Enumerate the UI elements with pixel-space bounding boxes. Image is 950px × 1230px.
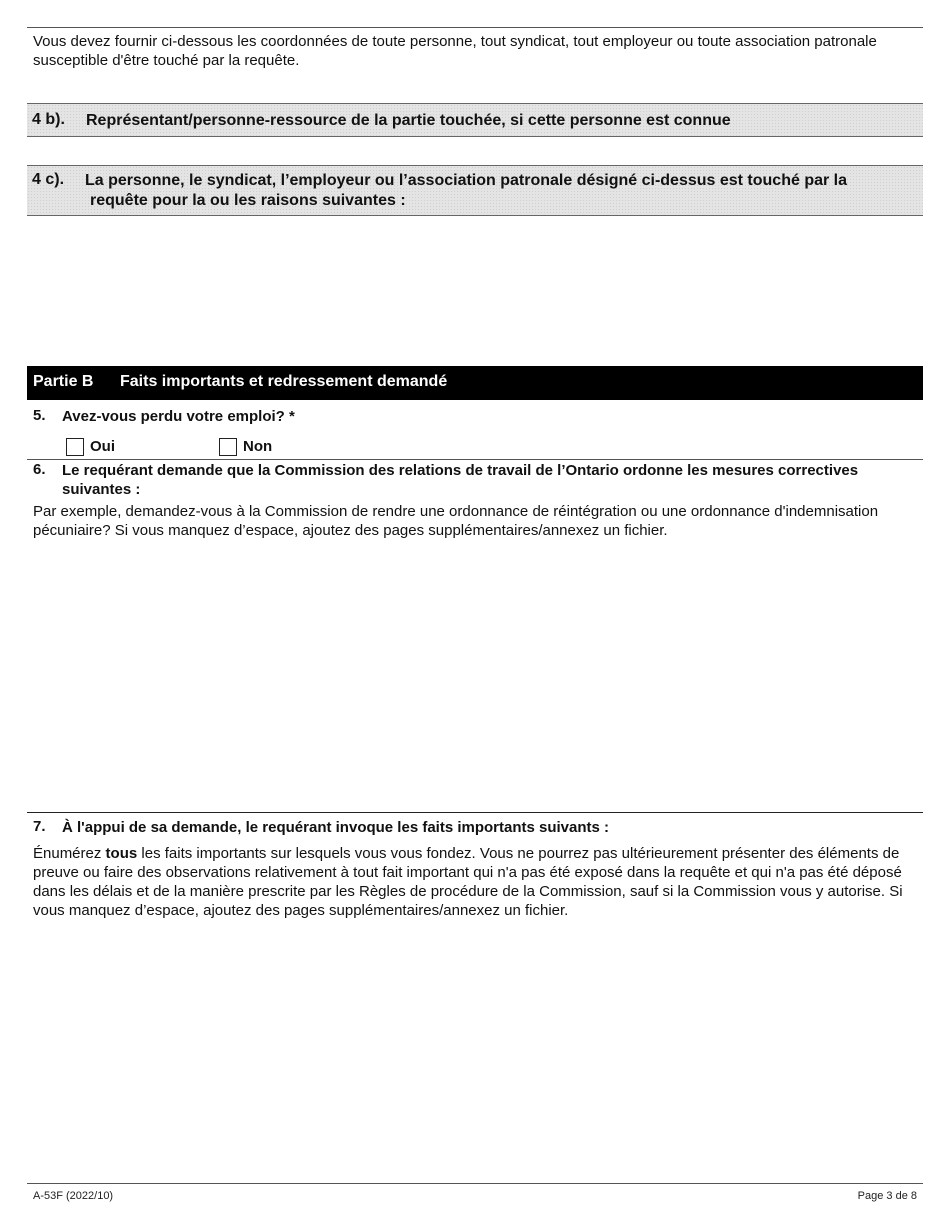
section-4c-header [27, 165, 923, 216]
section-4c-title-line2: requête pour la ou les raisons suivantes : [90, 192, 406, 209]
section-4c-number: 4 c). [32, 171, 65, 188]
no-label: Non [243, 438, 273, 455]
q6-number: 6. [33, 461, 46, 478]
q7-question: À l'appui de sa demande, le requérant invoque les faits importants suivants : [62, 819, 610, 836]
q7-help-bold: tous [105, 845, 138, 862]
section-4b-header [27, 103, 923, 137]
top-rule [27, 27, 923, 28]
section-4b-number: 4 b). [32, 111, 65, 128]
q7-help-post: les faits importants sur lesquels vous vous fondez. Vous ne pourrez pas ultérieurement présenter des éléments de preuve ou faire des observations relativement à tout fait important qui n'a pas été exposé dans la requête et qui n'a pas été déposé dans les délais et de la manière prescrite par les Règles de procédure de la Commission, sauf si la Commission vous y autorise. Si vous manquez d’espace, ajoutez des pages supplémentaires/annexez un fichier. [33, 845, 903, 919]
q6-question: Le requérant demande que la Commission des relations de travail de l’Ontario ordonne les mesures correctives suivantes : [62, 462, 859, 498]
no-checkbox[interactable] [219, 438, 237, 456]
q6-help-text: Par exemple, demandez-vous à la Commission de rendre une ordonnance de réintégration ou une ordonnance d'indemnisation pécuniaire? Si vous manquez d’espace, ajoutez des pages supplémentaires/annexez un fichier. [33, 503, 879, 539]
q5-number: 5. [33, 407, 46, 424]
part-b-title: Faits importants et redressement demandé [120, 373, 448, 390]
part-b-header [27, 366, 923, 400]
q7-number: 7. [33, 818, 46, 835]
q7-rule [27, 812, 923, 813]
q5-question: Avez-vous perdu votre emploi? * [62, 408, 295, 425]
yes-checkbox[interactable] [66, 438, 84, 456]
part-b-label: Partie B [33, 373, 94, 390]
q7-help-text [33, 844, 918, 920]
page-number: Page 3 de 8 [857, 1190, 917, 1202]
yes-label: Oui [90, 438, 115, 455]
intro-text: Vous devez fournir ci-dessous les coordonnées de toute personne, tout syndicat, tout employeur ou toute association patronale susceptible d'être touché par la requête. [33, 33, 877, 69]
section-4b-title: Représentant/personne-ressource de la partie touchée, si cette personne est connue [86, 112, 731, 129]
q7-help-pre: Énumérez [33, 845, 102, 862]
q6-answer-field[interactable] [33, 545, 918, 807]
q7-answer-field[interactable] [33, 925, 918, 1175]
form-id: A-53F (2022/10) [33, 1190, 114, 1202]
q6-rule [27, 459, 923, 460]
footer-rule [27, 1183, 923, 1184]
section-4c-title-line1: La personne, le syndicat, l’employeur ou l’association patronale désigné ci-dessus est touché par la [85, 172, 847, 189]
